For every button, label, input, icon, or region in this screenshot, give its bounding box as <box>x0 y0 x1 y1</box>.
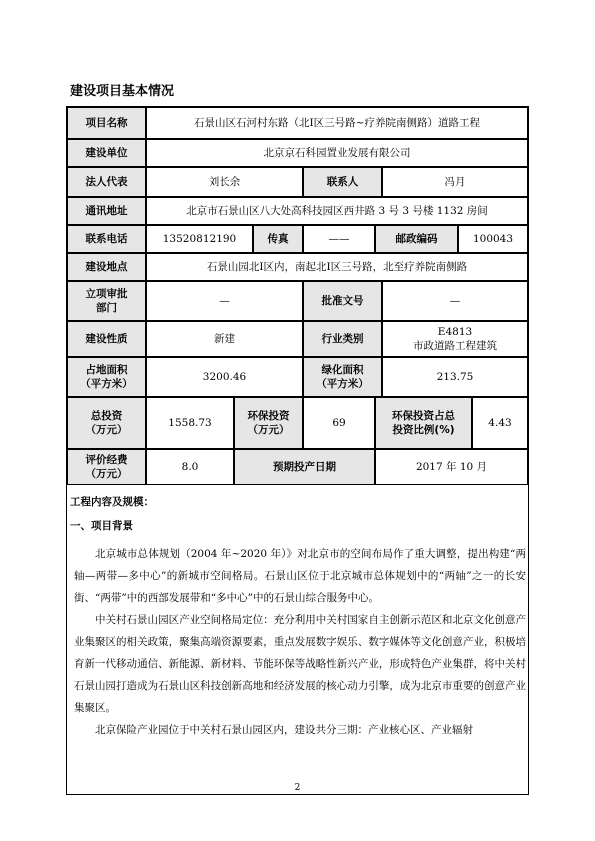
value-industry-code: E4813 <box>437 326 473 338</box>
label-phone: 联系电话 <box>67 225 146 253</box>
value-nature: 新建 <box>146 321 303 357</box>
value-phone: 13520812190 <box>146 225 253 253</box>
label-eval-line1: 评价经费 <box>85 454 128 466</box>
label-industry: 行业类别 <box>303 321 382 357</box>
label-green-area <box>303 357 382 397</box>
label-nature: 建设性质 <box>67 321 146 357</box>
value-fax: —— <box>303 225 375 253</box>
section-heading: 建设项目基本情况 <box>70 84 175 99</box>
page-number: 2 <box>294 783 301 793</box>
label-green-line2: （平方米） <box>316 378 369 390</box>
label-area <box>67 357 146 397</box>
label-area-line1: 占地面积 <box>85 364 128 376</box>
label-area-line2: （平方米） <box>80 378 133 390</box>
value-eval: 8.0 <box>146 449 234 485</box>
label-investment-line1: 总投资 <box>90 410 123 422</box>
label-env-ratio <box>375 397 472 449</box>
label-approval-doc: 批准文号 <box>303 281 382 321</box>
project-background-title: 一、项目背景 <box>70 520 133 532</box>
label-approval-line1: 立项审批 <box>85 288 128 300</box>
value-env-ratio: 4.43 <box>472 397 528 449</box>
value-production-date: 2017 年 10 月 <box>375 449 528 485</box>
label-approval <box>67 281 146 321</box>
value-industry <box>382 321 528 357</box>
label-investment <box>67 397 146 449</box>
label-fax: 传真 <box>253 225 303 253</box>
value-green-area: 213.75 <box>382 357 528 397</box>
label-env-line1: 环保投资 <box>247 410 290 422</box>
value-industry-name: 市政道路工程建筑 <box>413 340 497 352</box>
label-investment-line2: （万元） <box>85 424 128 436</box>
label-eval <box>67 449 146 485</box>
value-area: 3200.46 <box>146 357 303 397</box>
value-address: 北京市石景山区八大处高科技园区西井路 3 号 3 号楼 1132 房间 <box>146 197 528 225</box>
value-builder: 北京京石科园置业发展有限公司 <box>146 139 528 167</box>
label-contact: 联系人 <box>303 167 382 197</box>
label-address: 通讯地址 <box>67 197 146 225</box>
value-env-investment: 69 <box>303 397 375 449</box>
paragraph-2: 中关村石景山园区产业空间格局定位：充分利用中关村国家自主创新示范区和北京文化创意产业集聚区的相关政策，聚集高端资源要素，重点发展数字娱乐、数字媒体等文化创意产业，积极培育新一代移动通信、新能源、新材料、节能环保等战略性新兴产业，形成特色产业集群，将中关村石景山园打造成为石景山区科技创新高地和经济发展的核心动力引擎，成为北京市重要的创意产业集聚区。 <box>74 614 526 714</box>
label-location: 建设地点 <box>67 253 146 281</box>
engineering-content-title: 工程内容及规模： <box>70 496 154 508</box>
value-postal: 100043 <box>458 225 528 253</box>
paragraph-1: 北京城市总体规划（2004 年~2020 年）》对北京市的空间布局作了重大调整，提出构建“两轴—两带—多中心”的新城市空间格局。石景山区位于北京城市总体规划中的“两轴”之一的长安街、“两带”中的西部发展带和“多中心”中的石景山综合服务中心。 <box>74 548 526 604</box>
paragraph-3: 北京保险产业园位于中关村石景山园区内，建设共分三期：产业核心区、产业辐射 <box>95 724 473 736</box>
label-green-line1: 绿化面积 <box>321 364 364 376</box>
label-approval-line2: 部门 <box>96 302 117 314</box>
label-eval-line2: （万元） <box>85 468 128 480</box>
label-env-investment <box>234 397 303 449</box>
label-ratio-line2: 投资比例(%) <box>392 424 455 436</box>
value-project-name: 石景山区石河村东路（北Ⅰ区三号路~疗养院南侧路）道路工程 <box>146 107 528 139</box>
value-approval-doc: — <box>382 281 528 321</box>
label-postal: 邮政编码 <box>375 225 458 253</box>
label-env-line2: （万元） <box>247 424 290 436</box>
value-location: 石景山园北Ⅰ区内，南起北Ⅰ区三号路，北至疗养院南侧路 <box>146 253 528 281</box>
value-investment: 1558.73 <box>146 397 234 449</box>
label-ratio-line1: 环保投资占总 <box>392 410 455 422</box>
label-project-name: 项目名称 <box>67 107 146 139</box>
label-legal-rep: 法人代表 <box>67 167 146 197</box>
value-legal-rep: 刘长余 <box>146 167 303 197</box>
label-builder: 建设单位 <box>67 139 146 167</box>
label-production-date: 预期投产日期 <box>234 449 375 485</box>
value-contact: 冯月 <box>382 167 528 197</box>
value-approval: — <box>146 281 303 321</box>
